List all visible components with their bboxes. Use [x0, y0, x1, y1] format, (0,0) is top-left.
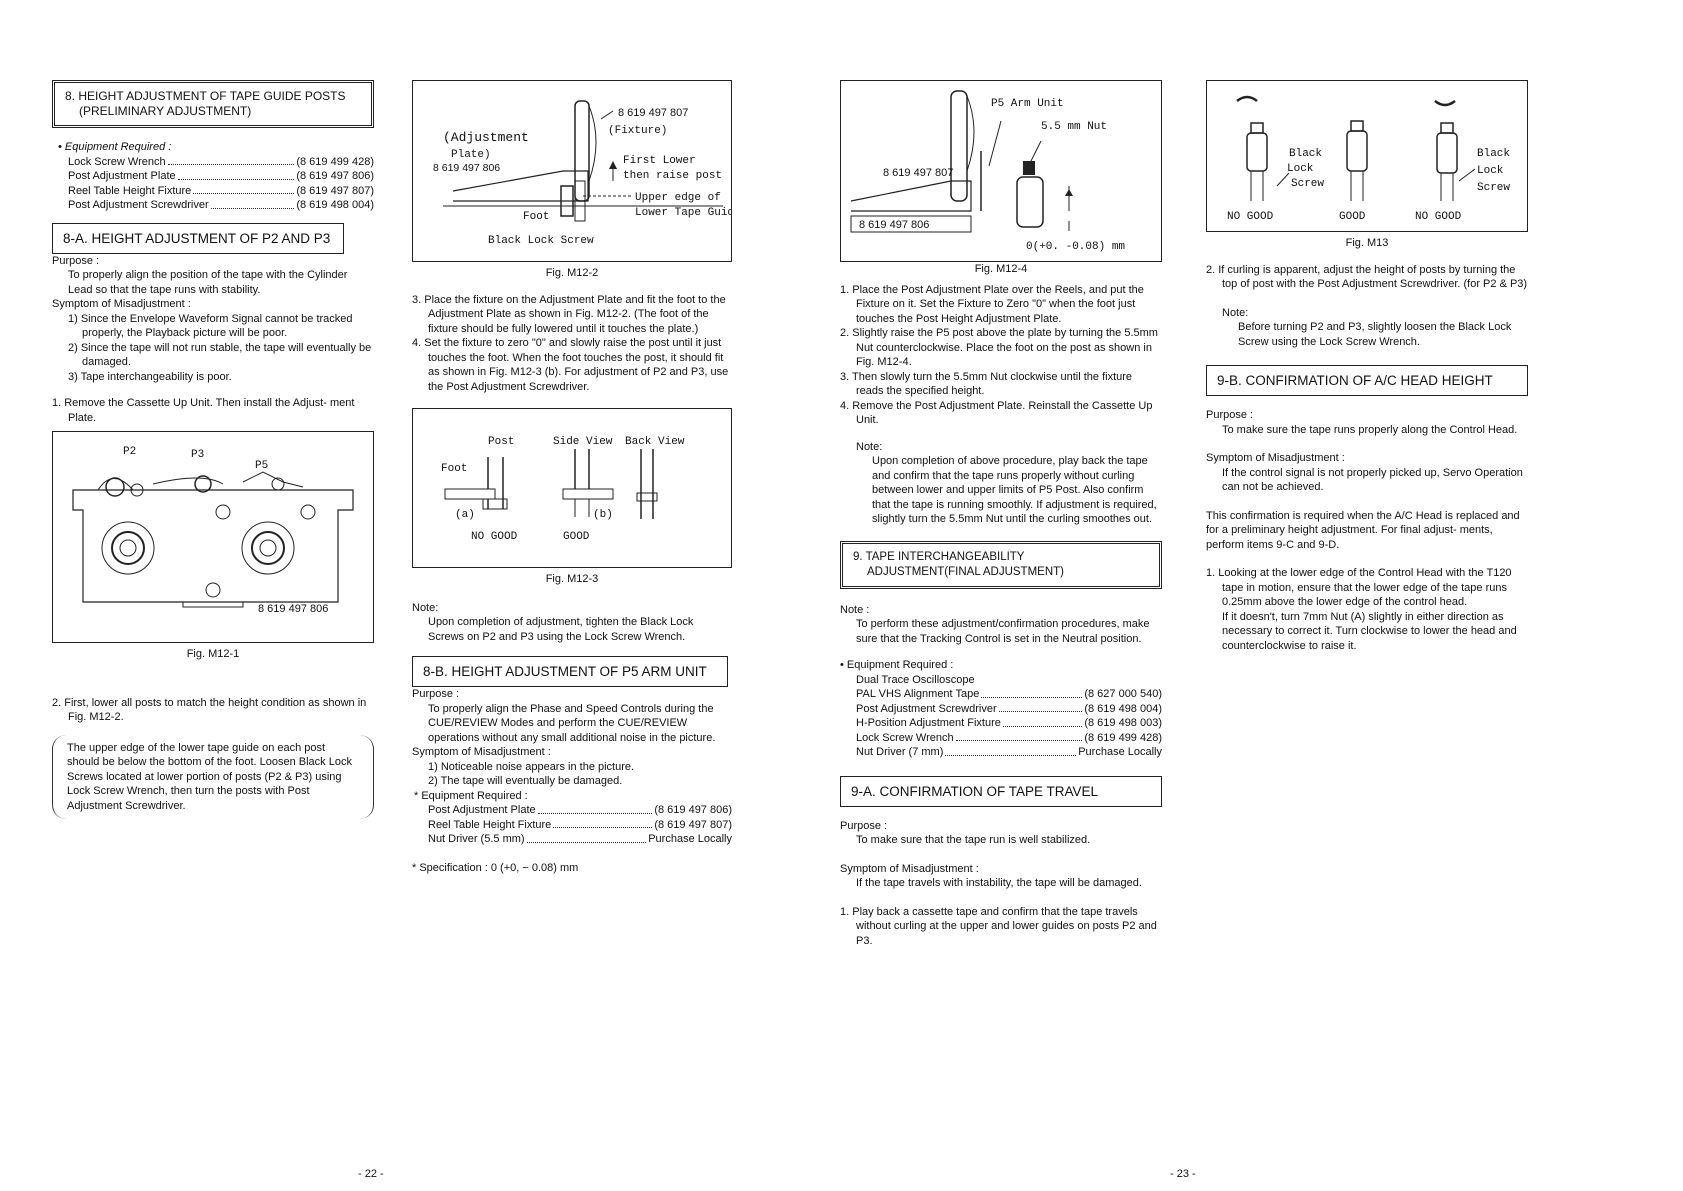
section-9a-title — [840, 776, 1162, 807]
equipment-name: Lock Screw Wrench — [68, 155, 166, 168]
equipment-name: Reel Table Height Fixture — [428, 818, 552, 831]
equipment-block-8 — [52, 140, 374, 213]
section-8-title-line2: (PRELIMINARY ADJUSTMENT) — [79, 104, 252, 118]
label-p3: P3 — [191, 449, 205, 461]
label-lower-tape-guide: Lower Tape Guide — [635, 207, 731, 219]
label-p5-arm: P5 Arm Unit — [991, 98, 1064, 110]
section-8a-title — [52, 223, 344, 254]
section-9-title — [840, 541, 1162, 589]
step-2: 2. First, lower all posts to match the height condition as shown in Fig. M12-2. — [52, 696, 367, 723]
purpose-text: To properly align the Phase and Speed Controls during the CUE/REVIEW Modes and perform the CUE/REVIEW operations without any small additional noise in the picture. — [428, 702, 716, 744]
symptom-2: 2) Since the tape will not run stable, the tape will eventually be damaged. — [68, 341, 372, 368]
equipment-name: Post Adjustment Screwdriver — [856, 702, 997, 715]
equipment-item — [428, 832, 732, 847]
step-1-tape-travel: 1. Play back a cassette tape and confirm that the tape travels without curling at the upper and lower guides on posts P2 and P3. — [840, 905, 1157, 947]
left-column-2 — [412, 80, 732, 875]
dot-leader — [981, 687, 1082, 698]
equipment-name: H-Position Adjustment Fixture — [856, 717, 1001, 729]
dot-leader — [553, 818, 652, 829]
dot-leader — [999, 702, 1083, 713]
purpose-text: To properly align the position of the tape with the Cylinder Lead so that the tape runs with stability. — [68, 269, 348, 296]
label-plate: Plate) — [451, 149, 491, 161]
label-fixture: (Fixture) — [608, 125, 668, 137]
dot-leader — [956, 731, 1083, 742]
section-9b-title-text: 9-B. CONFIRMATION OF A/C HEAD HEIGHT — [1217, 373, 1493, 388]
note2-label: Note : — [840, 603, 870, 616]
purpose-text: To make sure that the tape run is well stabilized. — [856, 834, 1091, 846]
note2-text: To perform these adjustment/confirmation procedures, make sure that the Tracking Control is set in the Neutral position. — [856, 618, 1150, 645]
dot-leader — [1003, 716, 1082, 727]
caption-m12-2: Fig. M12-2 — [545, 267, 599, 279]
equipment-name: Post Adjustment Screwdriver — [68, 199, 209, 211]
caption-m12-1: Fig. M12-1 — [186, 648, 240, 660]
label-no-good: NO GOOD — [471, 531, 518, 543]
section-8a-title-text: 8-A. HEIGHT ADJUSTMENT OF P2 AND P3 — [63, 230, 331, 246]
equipment-item — [856, 716, 1162, 731]
equipment-code: (8 619 497 806) — [654, 804, 732, 816]
page-number-right: - 23 - — [1170, 1168, 1196, 1180]
section-9b-title — [1206, 365, 1528, 396]
purpose-label: Purpose : — [52, 254, 100, 267]
step-2: 2. If curling is apparent, adjust the height of posts by turning the top of post with the Post Adjustment Screwdriver. (for P2 & P3) — [1206, 263, 1528, 290]
label-fixture-code: 8 619 497 807 — [883, 167, 954, 179]
equipment-item — [68, 169, 374, 184]
p5-arm-diagram — [841, 81, 1161, 259]
equipment-code: (8 619 498 004) — [296, 199, 374, 211]
equipment-list — [840, 673, 1162, 760]
label-no-good-2: NO GOOD — [1415, 211, 1462, 223]
equipment-name: Post Adjustment Plate — [68, 170, 176, 182]
equipment-item — [428, 803, 732, 818]
confirmation-text: This confirmation is required when the A/C Head is replaced and for a preliminary height adjustment. For final adjust- ments, perform items 9-C and 9-D. — [1206, 509, 1520, 551]
dot-leader — [168, 155, 295, 166]
step-4: 4. Set the fixture to zero "0" and slowly raise the post until it just touches the foot. When the foot touches the post, it should fit as shown in Fig. M12-3 (b). For adjustment of P2 and P3, use the Post Adjustment Screwdriver. — [412, 337, 729, 393]
label-no-good-1: NO GOOD — [1227, 211, 1274, 223]
label-nut: 5.5 mm Nut — [1041, 121, 1108, 133]
label-tolerance: 0(+0. -0.08) mm — [1026, 241, 1126, 253]
step-1: 1. Looking at the lower edge of the Control Head with the T120 tape in motion, ensure that the lower edge of the tape runs 0.25mm above the lower edge of the control head. — [1206, 567, 1512, 608]
label-upper-edge: Upper edge of — [635, 192, 721, 204]
equipment-code: (8 619 499 428) — [296, 155, 374, 168]
section-8b-title-text: 8-B. HEIGHT ADJUSTMENT OF P5 ARM UNIT — [423, 664, 707, 679]
label-screw-1: Screw — [1291, 178, 1325, 190]
equipment-item — [68, 184, 374, 199]
equipment-item — [856, 673, 1162, 688]
symptom-label: Symptom of Misadjustment : — [840, 862, 979, 875]
note-text: Before turning P2 and P3, slightly loosen the Black Lock Screw using the Lock Screw Wrench. — [1238, 321, 1512, 348]
label-lock-2: Lock — [1477, 165, 1504, 177]
figure-m13 — [1206, 80, 1528, 232]
label-a: (a) — [455, 509, 475, 521]
label-then-raise: then raise post — [623, 170, 723, 182]
symptom-3: 3) Tape interchangeability is poor. — [68, 370, 232, 383]
label-p2: P2 — [123, 446, 137, 458]
post-view-diagram — [413, 409, 731, 565]
step-2: 2. Slightly raise the P5 post above the plate by turning the 5.5mm Nut counterclockwise. Place the foot on the post as shown in Fig. M12-4. — [840, 327, 1158, 368]
equipment-list — [412, 803, 732, 847]
label-foot: Foot — [441, 463, 468, 475]
label-plate-code: 8 619 497 806 — [859, 219, 930, 231]
label-plate-code: 8 619 497 806 — [433, 162, 501, 174]
note-label: Note: — [1222, 306, 1249, 319]
step-1: 1. Place the Post Adjustment Plate over the Reels, and put the Fixture on it. Set the Fixture to Zero "0" when the foot just touches the Post Height Adjustment Plate. — [840, 283, 1144, 325]
equipment-name: Nut Driver (5.5 mm) — [428, 833, 525, 845]
symptom-label: Symptom of Misadjustment : — [412, 746, 551, 758]
equipment-name: Post Adjustment Plate — [428, 804, 536, 816]
cassette-deck-diagram — [53, 432, 373, 642]
step-1-continued: If it doesn't, turn 7mm Nut (A) slightly in either direction as necessary to correct it. Turn clockwise to lower the head and counterclockwise to raise it. — [1222, 610, 1517, 652]
fixture-diagram — [413, 81, 731, 259]
equipment-label: • Equipment Required : — [840, 659, 954, 671]
section-9-title-line2: ADJUSTMENT(FINAL ADJUSTMENT) — [867, 565, 1064, 578]
label-black-lock: Black Lock Screw — [488, 235, 594, 247]
purpose-text: To make sure the tape runs properly along the Control Head. — [1222, 423, 1518, 436]
symptom-2: 2) The tape will eventually be damaged. — [428, 775, 623, 787]
dot-leader — [538, 803, 653, 814]
equipment-item — [856, 745, 1162, 760]
label-p5: P5 — [255, 460, 269, 472]
label-fixture-code: 8 619 497 807 — [618, 107, 689, 119]
equipment-code: (8 619 498 003) — [1084, 717, 1162, 729]
symptom-text: If the control signal is not properly picked up, Servo Operation can not be achieved. — [1222, 466, 1523, 493]
figure-m12-1 — [52, 431, 374, 643]
specification: * Specification : 0 (+0, − 0.08) mm — [412, 861, 579, 874]
section-8-title — [52, 80, 374, 128]
step-4: 4. Remove the Post Adjustment Plate. Reinstall the Cassette Up Unit. — [840, 399, 1153, 426]
page-number-left: - 22 - — [358, 1168, 384, 1180]
caption-m12-3: Fig. M12-3 — [545, 573, 599, 585]
symptom-label: Symptom of Misadjustment : — [52, 298, 191, 310]
equipment-code: (8 619 497 807) — [296, 184, 374, 197]
section-9-title-line1: 9. TAPE INTERCHANGEABILITY — [853, 550, 1025, 563]
symptom-text: If the tape travels with instability, the tape will be damaged. — [856, 877, 1142, 889]
lock-screw-diagram — [1207, 81, 1527, 229]
label-foot: Foot — [523, 211, 550, 223]
symptom-1: 1) Noticeable noise appears in the picture. — [428, 760, 635, 773]
equipment-name: Reel Table Height Fixture — [68, 184, 192, 197]
step-1: 1. Remove the Cassette Up Unit. Then install the Adjust- ment Plate. — [52, 397, 355, 424]
dot-leader — [193, 184, 294, 195]
label-back-view: Back View — [625, 436, 685, 448]
equipment-name: Lock Screw Wrench — [856, 731, 954, 744]
equipment-item — [856, 731, 1162, 746]
note-label: Note: — [856, 440, 883, 453]
left-column-1 — [52, 80, 374, 819]
note-parenthetical — [52, 735, 374, 820]
label-screw-2: Screw — [1477, 182, 1511, 194]
equipment-name: Nut Driver (7 mm) — [856, 746, 944, 758]
dot-leader — [527, 832, 647, 843]
figure-m12-3 — [412, 408, 732, 568]
label-b: (b) — [593, 509, 613, 521]
symptom-label: Symptom of Misadjustment : — [1206, 452, 1345, 464]
equipment-code: (8 619 499 428) — [1084, 731, 1162, 744]
symptom-1: 1) Since the Envelope Waveform Signal cannot be tracked properly, the Playback picture will be poor. — [68, 312, 353, 339]
caption-m13: Fig. M13 — [1345, 237, 1389, 249]
step-3: 3. Place the fixture on the Adjustment Plate and fit the foot to the Adjustment Plate as shown in Fig. M12-2. (The foot of the fixture should be fully lowered until it touches the plate.) — [412, 293, 726, 335]
caption-m12-4: Fig. M12-4 — [974, 263, 1028, 275]
right-column-4 — [1206, 80, 1528, 653]
equipment-label: • Equipment Required : — [58, 141, 172, 153]
equipment-code: Purchase Locally — [648, 833, 732, 845]
label-good: GOOD — [1339, 211, 1366, 223]
label-side-view: Side View — [553, 436, 613, 448]
note-text: Upon completion of adjustment, tighten the Black Lock Screws on P2 and P3 using the Lock Screw Wrench. — [428, 616, 694, 643]
equipment-item — [68, 155, 374, 170]
dot-leader — [945, 745, 1076, 756]
equipment-item — [856, 702, 1162, 717]
dot-leader — [211, 198, 295, 209]
purpose-label: Purpose : — [1206, 409, 1254, 421]
purpose-label: Purpose : — [840, 819, 888, 832]
label-good: GOOD — [563, 531, 590, 543]
note-parenthetical-text: The upper edge of the lower tape guide on each post should be below the bottom of the foot. Loosen Black Lock Screws located at lower portion of posts (P2 & P3) using Lock Screw Wrench, then turn the posts with Post Adjustment Screwdriver. — [67, 741, 352, 812]
figure-m12-4 — [840, 80, 1162, 262]
equipment-item — [68, 198, 374, 213]
equipment-code: (8 619 497 806) — [296, 170, 374, 182]
label-first-lower: First Lower — [623, 155, 696, 167]
right-column-3 — [840, 80, 1162, 948]
step-3: 3. Then slowly turn the 5.5mm Nut clockwise until the fixture reads the specified height. — [840, 370, 1133, 397]
section-9a-title-text: 9-A. CONFIRMATION OF TAPE TRAVEL — [851, 783, 1099, 799]
equipment-code: (8 619 498 004) — [1084, 702, 1162, 715]
section-8-title-line1: 8. HEIGHT ADJUSTMENT OF TAPE GUIDE POSTS — [65, 89, 346, 103]
equipment-label: * Equipment Required : — [414, 789, 528, 802]
section-8b-title — [412, 656, 728, 687]
equipment-item — [856, 687, 1162, 702]
note-label: Note: — [412, 601, 439, 614]
note-text: Upon completion of above procedure, play back the tape and confirm that the tape runs properly without curling between lower and upper limits of P5 Post. Also confirm that the tape is running smoothly. If adjustment is required, slightly turn the 5.5mm Nut until the curling smoothes out. — [872, 455, 1157, 525]
figure-m12-2 — [412, 80, 732, 262]
label-post: Post — [488, 436, 515, 448]
equipment-name: Dual Trace Oscilloscope — [856, 673, 975, 686]
label-adjustment: (Adjustment — [443, 130, 529, 145]
equipment-code: (8 627 000 540) — [1084, 688, 1162, 700]
label-black-2: Black — [1477, 148, 1511, 160]
equipment-code: Purchase Locally — [1078, 746, 1162, 758]
equipment-list — [52, 155, 374, 213]
equipment-code: (8 619 497 807) — [654, 818, 732, 831]
label-lock-1: Lock — [1287, 163, 1314, 175]
equipment-name: PAL VHS Alignment Tape — [856, 688, 980, 700]
equipment-item — [428, 818, 732, 833]
label-black-1: Black — [1289, 148, 1323, 160]
label-plate-code: 8 619 497 806 — [258, 603, 329, 615]
dot-leader — [178, 169, 295, 180]
purpose-label: Purpose : — [412, 688, 460, 700]
